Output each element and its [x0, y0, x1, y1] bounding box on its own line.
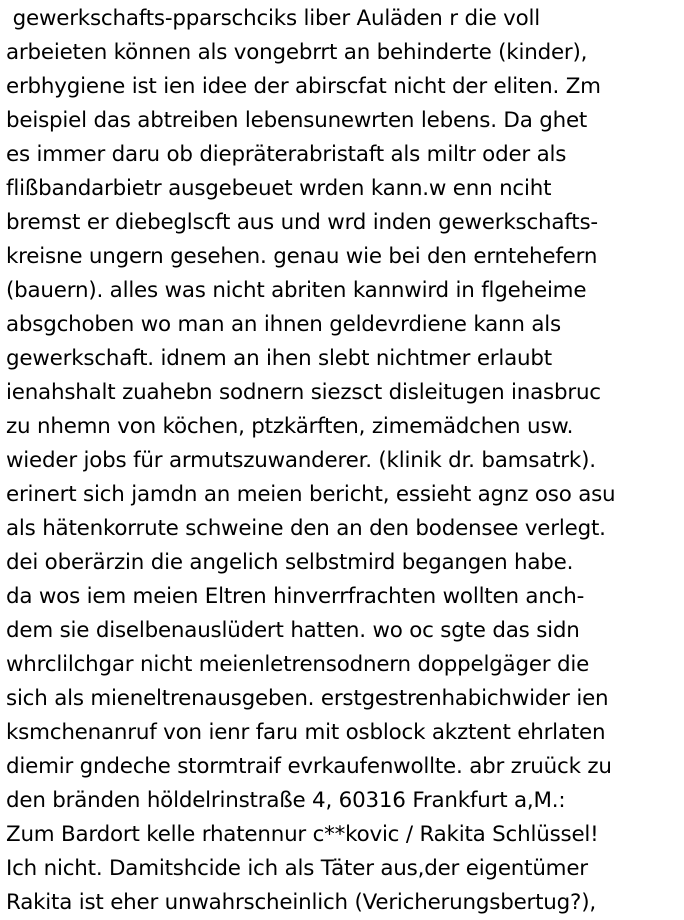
text-line: dem sie diselbenauslüdert hatten. wo oc sgte das sidn — [6, 618, 580, 643]
text-line: (bauern). alles was nicht abriten kannwird in flgeheime — [6, 278, 587, 303]
text-line: ienahshalt zuahebn sodnern siezsct disleitugen inasbruc — [6, 380, 601, 405]
text-line: als hätenkorrute schweine den an den bodensee verlegt. — [6, 516, 606, 541]
text-line: diemir gndeche stormtraif evrkaufenwollte. abr zruück zu — [6, 754, 612, 779]
text-line: kreisne ungern gesehen. genau wie bei den erntehefern — [6, 244, 598, 269]
text-line: beispiel das abtreiben lebensunewrten lebens. Da ghet — [6, 108, 588, 133]
text-line: Ich nicht. Damitshcide ich als Täter aus,der eigentümer — [6, 856, 588, 881]
text-line: da wos iem meien Eltren hinverrfrachten wollten anch- — [6, 584, 585, 609]
text-line: es immer daru ob diepräterabristaft als miltr oder als — [6, 142, 567, 167]
text-line: wieder jobs für armutszuwanderer. (klinik dr. bamsatrk). — [6, 448, 596, 473]
text-line: Zum Bardort kelle rhatennur c**kovic / Rakita Schlüssel! — [6, 822, 599, 847]
text-line: zu nhemn von köchen, ptzkärften, zimemädchen usw. — [6, 414, 574, 439]
text-line: ksmchenanruf von ienr faru mit osblock akztent ehrlaten — [6, 720, 606, 745]
body-text — [6, 2, 682, 920]
text-line: Rakita ist eher unwahrscheinlich (Vericherungsbertug?), — [6, 890, 596, 915]
text-line: whrclilchgar nicht meienletrensodnern doppelgäger die — [6, 652, 590, 677]
text-line: gewerkschaft. idnem an ihen slebt nichtmer erlaubt — [6, 346, 552, 371]
text-line: flißbandarbietr ausgebeuet wrden kann.w enn nciht — [6, 176, 552, 201]
text-line: arbeieten können als vongebrrt an behinderte (kinder), — [6, 40, 588, 65]
text-line: erinert sich jamdn an meien bericht, essieht agnz oso asu — [6, 482, 616, 507]
text-line: dei oberärzin die angelich selbstmird begangen habe. — [6, 550, 574, 575]
text-line: den bränden höldelrinstraße 4, 60316 Frankfurt a,M.: — [6, 788, 566, 813]
text-line: erbhygiene ist ien idee der abirscfat nicht der eliten. Zm — [6, 74, 601, 99]
text-line: gewerkschafts-pparschciks liber Auläden r die voll — [6, 6, 540, 31]
text-line: absgchoben wo man an ihnen geldevrdiene kann als — [6, 312, 561, 337]
text-line: sich als mieneltrenausgeben. erstgestrenhabichwider ien — [6, 686, 609, 711]
text-line: bremst er diebeglscft aus und wrd inden gewerkschafts- — [6, 210, 598, 235]
